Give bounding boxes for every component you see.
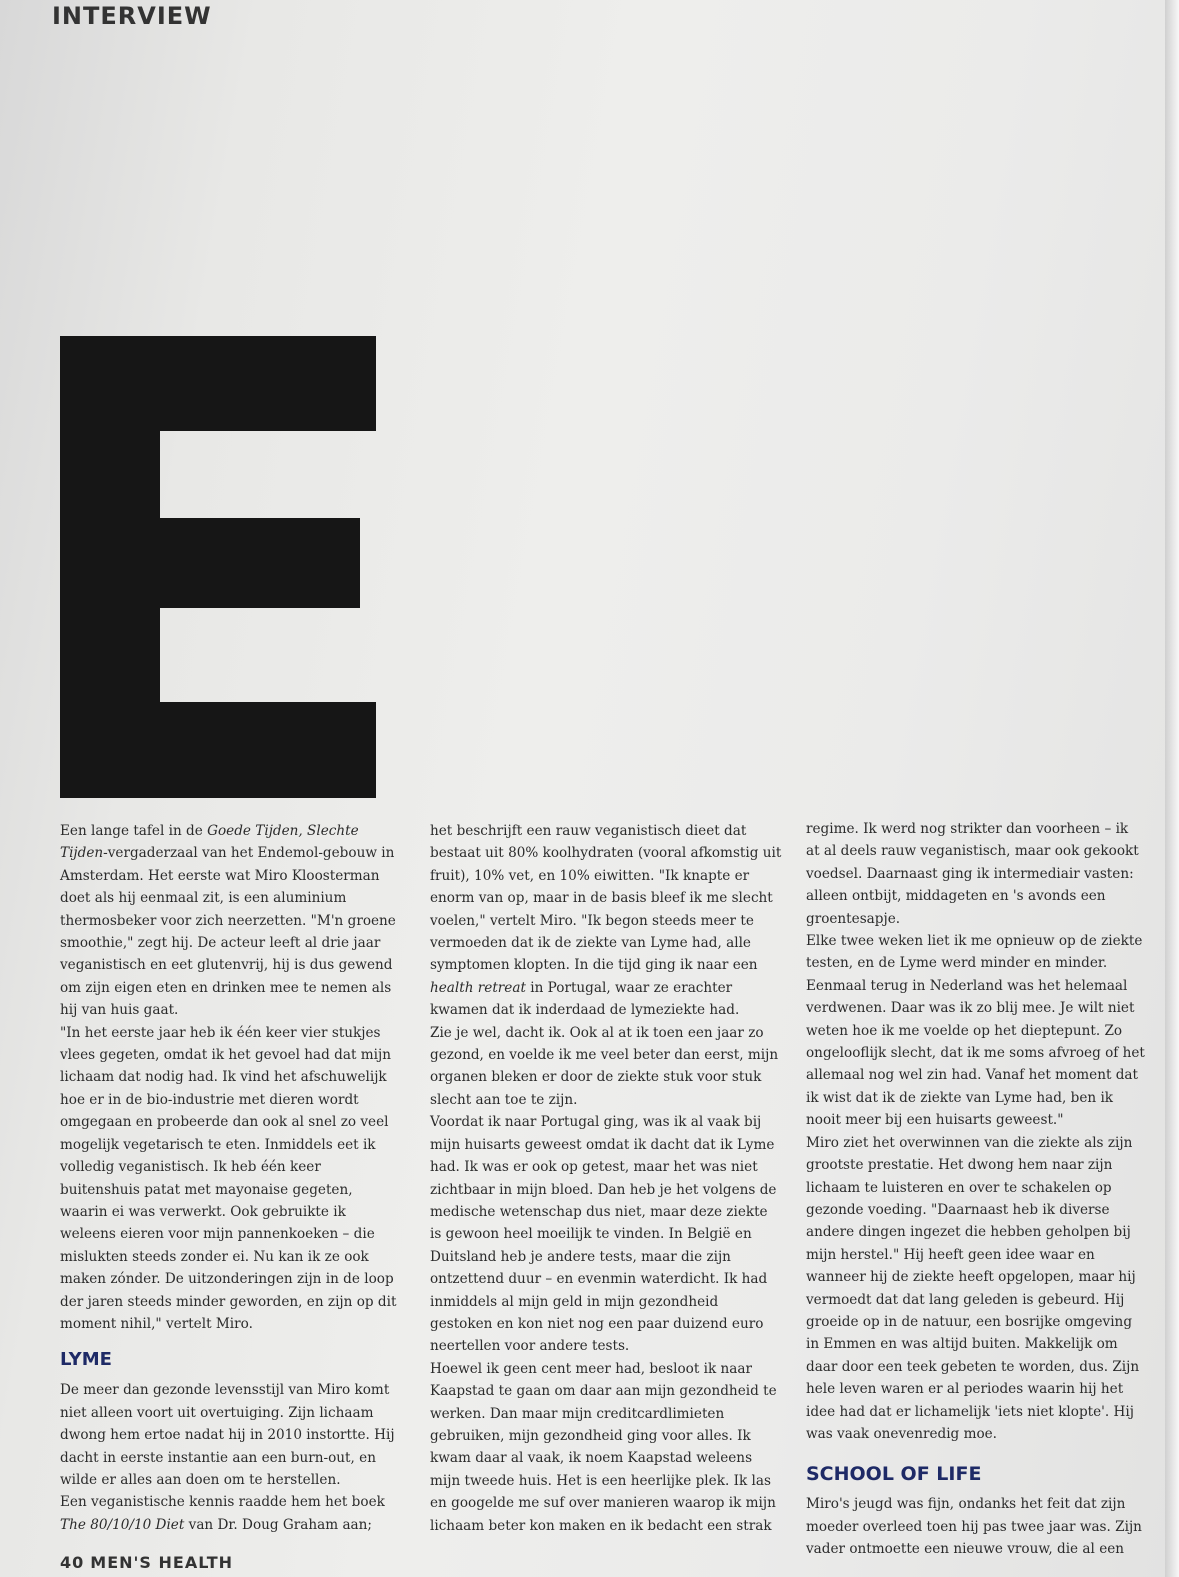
magazine-name: MEN'S HEALTH <box>90 1553 234 1572</box>
subheading-lyme: LYME <box>60 1349 112 1371</box>
section-label: INTERVIEW <box>52 2 212 30</box>
dropcap-e-glyph <box>60 336 376 798</box>
subheading-school-of-life: SCHOOL OF LIFE <box>806 1463 982 1486</box>
article-column-1 <box>60 820 403 1536</box>
paragraph: het beschrijft een rauw veganistisch dieet dat bestaat uit 80% koolhydraten (vooral afkomstig uit fruit), 10% vet, en 10% eiwitten. "Ik knapte er enorm van op, maar in de basis bleef ik me slecht voelen," vertelt Miro. "Ik begon steeds meer te vermoeden dat ik de ziekte van Lyme had, alle symptomen klopten. In die tijd ging ik naar een health retreat in Portugal, waar ze erachter kwamen dat ik inderdaad de lymeziekte had. <box>430 823 782 1019</box>
paragraph: Een veganistische kennis raadde hem het boek The 80/10/10 Diet van Dr. Doug Graham aan; <box>60 1494 385 1533</box>
paragraph: "In het eerste jaar heb ik één keer vier stukjes vlees gegeten, omdat ik het gevoel had dat mijn lichaam dat nodig had. Ik vind het afschuwelijk hoe er in de bio-industrie met dieren wordt omgegaan en probeerde dan ook al snel zo veel mogelijk vegetarisch te eten. Inmiddels eet ik volledig veganistisch. Ik heb één keer buitenshuis patat met mayonaise gegeten, waarin ei was verwerkt. Ook gebruikte ik weleens eieren voor mijn pannenkoeken – die mislukten steeds zonder ei. Nu kan ik ze ook maken zónder. De uitzonderingen zijn in de loop der jaren steeds minder geworden, en zijn op dit moment nihil," vertelt Miro. <box>60 1024 397 1332</box>
paragraph: Zie je wel, dacht ik. Ook al at ik toen een jaar zo gezond, en voelde ik me veel beter dan eerst, mijn organen bleken er door de ziekte stuk voor stuk slecht aan toe te zijn. <box>430 1024 779 1108</box>
paragraph: Een lange tafel in de Goede Tijden, Slechte Tijden-vergaderzaal van het Endemol-gebouw in Amsterdam. Het eerste wat Miro Kloosterman doet als hij eenmaal zit, is een aluminium thermosbeker voor zich neerzetten. "M'n groene smoothie," zegt hij. De acteur leeft al drie jaar veganistisch en eet glutenvrij, hij is dus gewend om zijn eigen eten en drinken mee te nemen als hij van huis gaat. <box>60 823 396 1019</box>
paragraph: Miro ziet het overwinnen van die ziekte als zijn grootste prestatie. Het dwong hem naar zijn lichaam te luisteren en over te schakelen op gezonde voeding. "Daarnaast heb ik diverse andere dingen ingezet die hebben geholpen bij mijn herstel." Hij heeft geen idee waar en wanneer hij de ziekte heeft opgelopen, maar hij vermoedt dat dat lang geleden is gebeurd. Hij groeide op in de natuur, een bosrijke omgeving in Emmen en was altijd buiten. Makkelijk om daar door een teek gebeten te worden, dus. Zijn hele leven waren er al periodes waarin hij het idee had dat er lichamelijk 'iets niet klopte'. Hij was vaak onevenredig moe. <box>806 1134 1140 1442</box>
page-number: 40 <box>60 1553 85 1572</box>
article-column-3 <box>806 818 1146 1561</box>
paragraph: Hoewel ik geen cent meer had, besloot ik naar Kaapstad te gaan om daar aan mijn gezondheid te werken. Dan maar mijn creditcardlimieten gebruiken, mijn gezondheid ging voor alles. Ik kwam daar al vaak, ik noem Kaapstad weleens mijn tweede huis. Het is een heerlijke plek. Ik las en googelde me suf over manieren waarop ik mijn lichaam beter kon maken en ik bedacht een strak <box>430 1360 777 1534</box>
dropcap-letter <box>60 336 376 798</box>
page-edge <box>1165 0 1179 1577</box>
paragraph: Elke twee weken liet ik me opnieuw op de ziekte testen, en de Lyme werd minder en minder. Eenmaal terug in Nederland was het helemaal verdwenen. Daar was ik zo blij mee. Je wilt niet weten hoe ik me voelde op het dieptepunt. Zo ongelooflijk slecht, dat ik me soms afvroeg of het allemaal nog wel zin had. Vanaf het moment dat ik wist dat ik de ziekte van Lyme had, ben ik nooit meer bij een huisarts geweest." <box>806 933 1145 1129</box>
article-column-2 <box>430 820 782 1537</box>
paragraph: Miro's jeugd was fijn, ondanks het feit dat zijn moeder overleed toen hij pas twee jaar was. Zijn vader ontmoette een nieuwe vrouw, die al een <box>806 1496 1142 1558</box>
paragraph: Voordat ik naar Portugal ging, was ik al vaak bij mijn huisarts geweest omdat ik dacht dat ik Lyme had. Ik was er ook op getest, maar het was niet zichtbaar in mijn bloed. Dan heb je het volgens de medische wetenschap dus niet, maar deze ziekte is gewoon heel moeilijk te vinden. In België en Duitsland heb je andere tests, maar die zijn ontzettend duur – en evenmin waterdicht. Ik had inmiddels al mijn geld in mijn gezondheid gestoken en kon niet nog een paar duizend euro neertellen voor andere tests. <box>430 1114 777 1355</box>
paragraph: De meer dan gezonde levensstijl van Miro komt niet alleen voort uit overtuiging. Zijn lichaam dwong hem ertoe nadat hij in 2010 instortte. Hij dacht in eerste instantie aan een burn-out, en wilde er alles aan doen om te herstellen. <box>60 1382 395 1488</box>
page-footer <box>60 1553 233 1572</box>
paragraph: regime. Ik werd nog strikter dan voorheen – ik at al deels rauw veganistisch, maar ook gekookt voedsel. Daarnaast ging ik intermediair vasten: alleen ontbijt, middageten en 's avonds een groentesapje. <box>806 821 1139 927</box>
